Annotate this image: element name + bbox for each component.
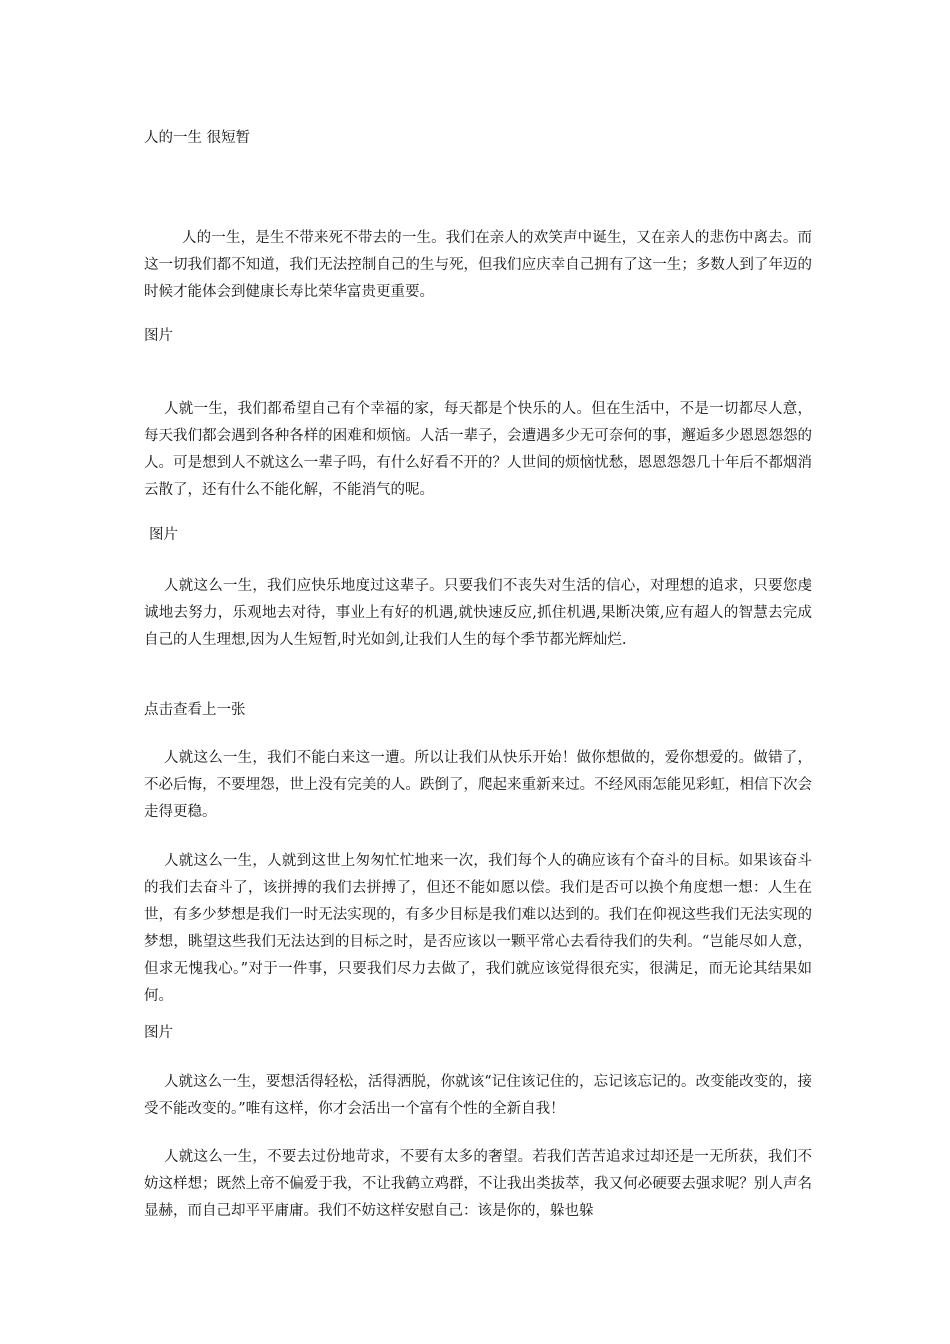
image-placeholder-3: 图片 xyxy=(144,1025,173,1041)
image-placeholder-1: 图片 xyxy=(144,328,173,344)
document-title: 人的一生 很短暂 xyxy=(144,130,251,146)
paragraph-3: 人就这么一生，我们应快乐地度过这辈子。只要我们不丧失对生活的信心，对理想的追求，只要您虔诚地去努力，乐观地去对待，事业上有好的机遇,就快速反应,抓住机遇,果断决策,应有超人的智慧去完成自己的人生理想,因为人生短暂,时光如剑,让我们人生的每个季节都光辉灿烂. xyxy=(144,578,812,648)
paragraph-4: 人就这么一生，我们不能白来这一遭。所以让我们从快乐开始！做你想做的，爱你想爱的。做错了，不必后悔，不要埋怨，世上没有完美的人。跌倒了，爬起来重新来过。不经风雨怎能见彩虹，相信下次会走得更稳。 xyxy=(144,750,812,820)
paragraph-5: 人就这么一生，人就到这世上匆匆忙忙地来一次，我们每个人的确应该有个奋斗的目标。如果该奋斗的我们去奋斗了，该拼搏的我们去拼搏了，但还不能如愿以偿。我们是否可以换个角度想一想：人生在世，有多少梦想是我们一时无法实现的，有多少目标是我们难以达到的。我们在仰视这些我们无法实现的梦想，眺望这些我们无法达到的目标之时，是否应该以一颗平常心去看待我们的失利。“岂能尽如人意，但求无愧我心。”对于一件事，只要我们尽力去做了，我们就应该觉得很充实，很满足，而无论其结果如何。 xyxy=(144,853,812,1004)
paragraph-7: 人就这么一生，不要去过份地苛求，不要有太多的奢望。若我们苦苦追求过却还是一无所获，我们不妨这样想；既然上帝不偏爱于我，不让我鹤立鸡群，不让我出类拔萃，我又何必硬要去强求呢？别人声名显赫，而自己却平平庸庸。我们不妨这样安慰自己：该是你的，躲也躲 xyxy=(144,1149,812,1219)
image-placeholder-2: 图片 xyxy=(149,527,178,543)
paragraph-6: 人就这么一生，要想活得轻松，活得洒脱，你就该“记住该记住的，忘记该忘记的。改变能改变的，接受不能改变的。”唯有这样，你才会活出一个富有个性的全新自我！ xyxy=(144,1074,812,1117)
paragraph-2: 人就一生，我们都希望自己有个幸福的家，每天都是个快乐的人。但在生活中，不是一切都尽人意，每天我们都会遇到各种各样的困难和烦恼。人活一辈子，会遭遇多少无可奈何的事，邂逅多少恩恩怨怨的人。可是想到人不就这么一辈子吗，有什么好看不开的？人世间的烦恼忧愁，恩恩怨怨几十年后不都烟消云散了，还有什么不能化解，不能消气的呢。 xyxy=(144,401,812,498)
paragraph-1: 人的一生，是生不带来死不带去的一生。我们在亲人的欢笑声中诞生，又在亲人的悲伤中离去。而这一切我们都不知道，我们无法控制自己的生与死，但我们应庆幸自己拥有了这一生；多数人到了年迈的时候才能体会到健康长寿比荣华富贵更重要。 xyxy=(144,230,812,300)
previous-image-link[interactable]: 点击查看上一张 xyxy=(144,702,246,718)
